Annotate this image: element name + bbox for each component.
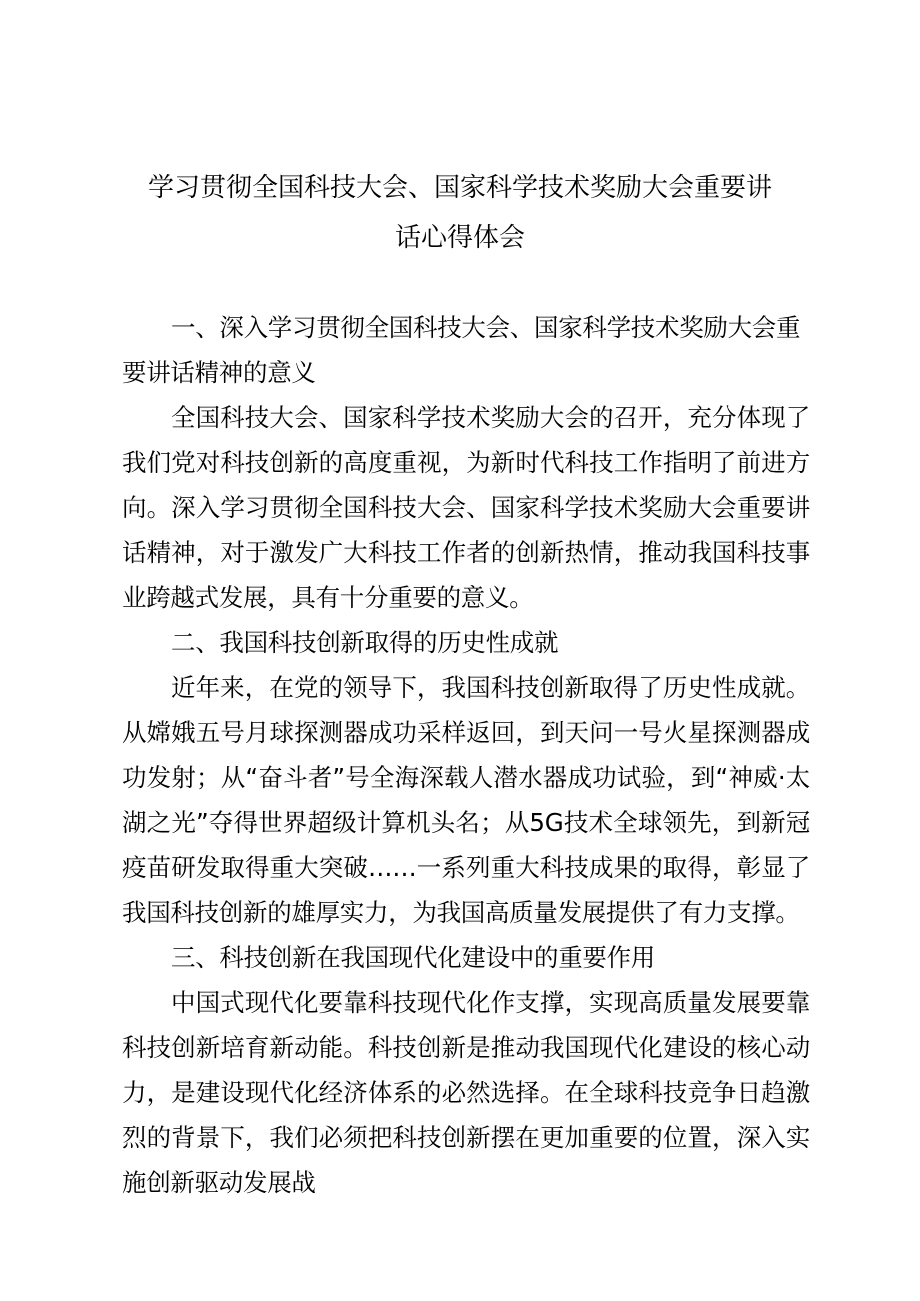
section-2-paragraph: 近年来，在党的领导下，我国科技创新取得了历史性成就。从嫦娥五号月球探测器成功采样返回，到天问一号火星探测器成功发射；从“奋斗者”号全海深载人潜水器成功试验，到“神威·太湖之光”夺得世界超级计算机头名；从5G技术全球领先，到新冠疫苗研发取得重大突破……一系列重大科技成果的取得，彰显了我国科技创新的雄厚实力，为我国高质量发展提供了有力支撑。 xyxy=(122,673,810,927)
document-title xyxy=(120,163,800,263)
section-1-heading: 一、深入学习贯彻全国科技大会、国家科学技术奖励大会重要讲话精神的意义 xyxy=(122,313,801,387)
title-line-1: 学习贯彻全国科技大会、国家科学技术奖励大会重要讲 xyxy=(147,173,772,203)
section-2-heading: 二、我国科技创新取得的历史性成就 xyxy=(171,628,559,657)
section-1-paragraph: 全国科技大会、国家科学技术奖励大会的召开，充分体现了我们党对科技创新的高度重视，为新时代科技工作指明了前进方向。深入学习贯彻全国科技大会、国家科学技术奖励大会重要讲话精神，对于激发广大科技工作者的创新热情，推动我国科技事业跨越式发展，具有十分重要的意义。 xyxy=(122,403,810,612)
section-3-paragraph: 中国式现代化要靠科技现代化作支撑，实现高质量发展要靠科技创新培育新动能。科技创新是推动我国现代化建设的核心动力，是建设现代化经济体系的必然选择。在全球科技竞争日趋激烈的背景下，我们必须把科技创新摆在更加重要的位置，深入实施创新驱动发展战 xyxy=(122,988,810,1197)
section-3-heading: 三、科技创新在我国现代化建设中的重要作用 xyxy=(171,943,655,972)
title-line-2: 话心得体会 xyxy=(394,223,525,253)
document-body xyxy=(122,305,810,1205)
